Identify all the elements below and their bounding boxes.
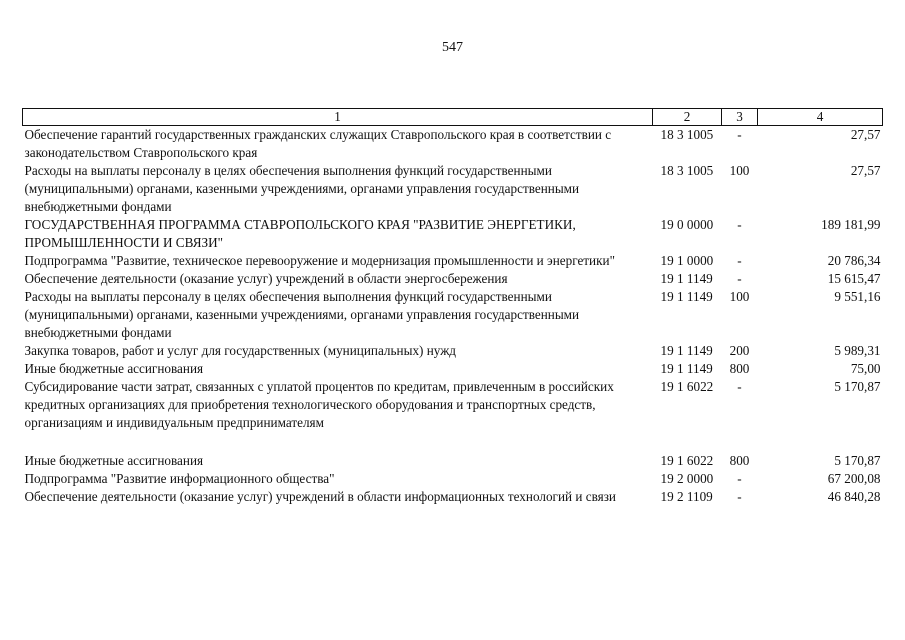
budget-table-container: [22, 108, 882, 506]
row-amount: 5 170,87: [834, 379, 881, 394]
header-col-4: 4: [758, 109, 883, 126]
row-name: Иные бюджетные ассигнования: [24, 453, 204, 468]
table-row: [23, 452, 883, 470]
row-amount: 46 840,28: [827, 489, 881, 504]
row-vr: -: [737, 271, 742, 286]
row-vr: 200: [729, 343, 750, 358]
row-vr: -: [737, 489, 742, 504]
table-row: [23, 270, 883, 288]
table-row: [23, 360, 883, 378]
row-amount: 75,00: [850, 361, 881, 376]
table-row: [23, 342, 883, 360]
page-number: 547: [442, 40, 463, 55]
row-vr: 100: [729, 163, 750, 178]
row-amount: 67 200,08: [827, 471, 881, 486]
row-code: 18 3 1005: [660, 163, 714, 178]
table-row: [23, 162, 883, 216]
row-amount: 27,57: [850, 163, 881, 178]
row-amount: 5 170,87: [834, 453, 881, 468]
header-col-3: 3: [722, 109, 758, 126]
budget-table: [22, 108, 883, 506]
row-name: Субсидирование части затрат, связанных с уплатой процентов по кредитам, привлеченным в российских кредитных организациях для приобретения технологического оборудования и транспортных средств, организациям и индивидуальным предпринимателям: [24, 379, 614, 430]
spacer-row: [23, 432, 883, 452]
row-code: 19 1 1149: [660, 361, 713, 376]
row-vr: -: [737, 253, 742, 268]
spacer-cell: [23, 432, 883, 452]
header-col-1: 1: [23, 109, 653, 126]
row-name: ГОСУДАРСТВЕННАЯ ПРОГРАММА СТАВРОПОЛЬСКОГО КРАЯ "РАЗВИТИЕ ЭНЕРГЕТИКИ, ПРОМЫШЛЕННОСТИ И СВЯЗИ": [24, 217, 576, 250]
row-amount: 189 181,99: [821, 217, 881, 232]
row-name: Подпрограмма "Развитие, техническое перевооружение и модернизация промышленности и энергетики": [24, 253, 615, 268]
row-code: 19 1 1149: [660, 289, 713, 304]
row-code: 19 1 1149: [660, 343, 713, 358]
table-row: [23, 470, 883, 488]
row-code: 19 1 6022: [660, 453, 714, 468]
row-code: 19 1 6022: [660, 379, 714, 394]
table-row: [23, 216, 883, 252]
row-vr: -: [737, 127, 742, 142]
row-amount: 9 551,16: [834, 289, 881, 304]
row-code: 18 3 1005: [660, 127, 714, 142]
row-name: Обеспечение деятельности (оказание услуг) учреждений в области информационных технологий и связи: [24, 489, 616, 504]
row-vr: 800: [729, 361, 750, 376]
row-vr: -: [737, 379, 742, 394]
row-code: 19 0 0000: [660, 217, 714, 232]
row-code: 19 1 0000: [660, 253, 714, 268]
row-name: Расходы на выплаты персоналу в целях обеспечения выполнения функций государственными (муниципальными) органами, казенными учреждениями, органами управления государственными внебюджетными фондами: [24, 289, 580, 340]
table-body: [23, 126, 883, 507]
row-name: Закупка товаров, работ и услуг для государственных (муниципальных) нужд: [24, 343, 457, 358]
table-row: [23, 126, 883, 163]
table-header: [23, 109, 883, 126]
row-code: 19 1 1149: [660, 271, 713, 286]
table-row: [23, 488, 883, 506]
table-row: [23, 288, 883, 342]
row-name: Обеспечение гарантий государственных гражданских служащих Ставропольского края в соответствии с законодательством Ставропольского края: [24, 127, 612, 160]
row-amount: 5 989,31: [834, 343, 881, 358]
header-row: [23, 109, 883, 126]
header-col-2: 2: [653, 109, 722, 126]
table-row: [23, 378, 883, 432]
row-vr: -: [737, 217, 742, 232]
row-amount: 27,57: [850, 127, 881, 142]
row-code: 19 2 0000: [660, 471, 714, 486]
row-name: Подпрограмма "Развитие информационного общества": [24, 471, 335, 486]
row-vr: 800: [729, 453, 750, 468]
row-amount: 20 786,34: [827, 253, 881, 268]
row-vr: -: [737, 471, 742, 486]
row-name: Расходы на выплаты персоналу в целях обеспечения выполнения функций государственными (муниципальными) органами, казенными учреждениями, органами управления государственными внебюджетными фондами: [24, 163, 580, 214]
row-code: 19 2 1109: [660, 489, 713, 504]
row-amount: 15 615,47: [827, 271, 881, 286]
row-vr: 100: [729, 289, 750, 304]
table-row: [23, 252, 883, 270]
row-name: Обеспечение деятельности (оказание услуг) учреждений в области энергосбережения: [24, 271, 508, 286]
row-name: Иные бюджетные ассигнования: [24, 361, 204, 376]
